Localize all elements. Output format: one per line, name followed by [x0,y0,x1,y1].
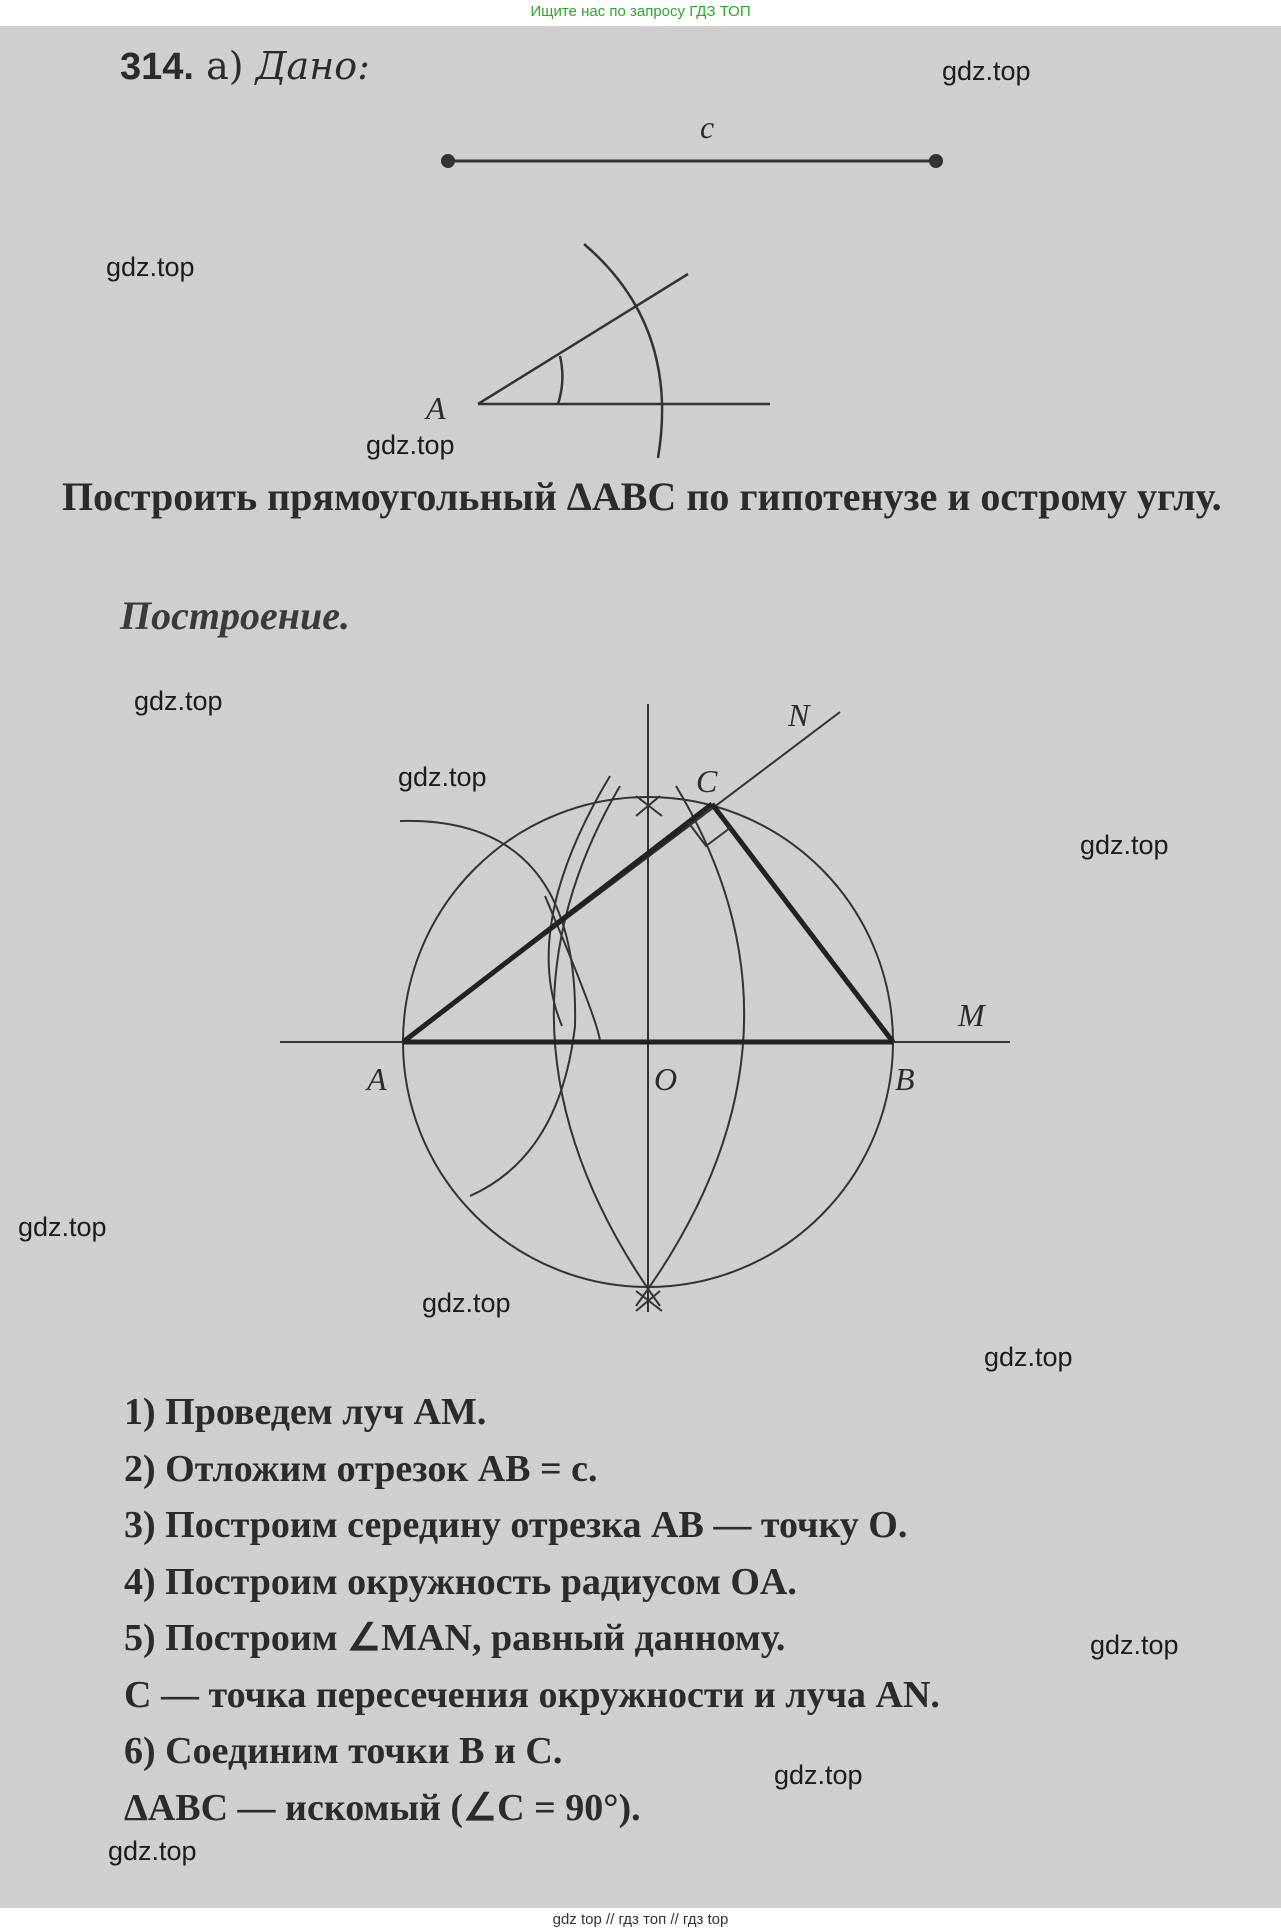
watermark: gdz.top [398,762,487,792]
watermark: gdz.top [774,1760,863,1790]
problem-part: а) [206,44,244,88]
watermark: gdz.top [134,686,223,716]
point-n-label: N [788,697,810,733]
point-c-label: C [696,763,718,799]
watermark: gdz.top [106,252,195,282]
point-a-label: A [367,1061,387,1097]
point-m-label: M [958,997,985,1033]
watermark: gdz.top [1080,830,1169,860]
task-text: Построить прямоугольный ΔABC по гипотенузе и острому углу. [62,474,1222,519]
watermark: gdz.top [942,56,1031,86]
watermark: gdz.top [366,430,455,460]
top-banner[interactable]: Ищите нас по запросу ГДЗ ТОП [530,3,751,20]
given-angle [478,244,770,458]
watermark: gdz.top [984,1342,1073,1372]
bottom-banner[interactable]: gdz top // гдз топ // гдз top [552,1911,729,1928]
angle-vertex-label: A [426,390,446,426]
step-line: 6) Соединим точки B и C. [124,1730,563,1772]
step-line: ΔABC — искомый (∠C = 90°). [124,1786,641,1829]
watermark: gdz.top [1090,1630,1179,1660]
construction-figure [280,704,1010,1312]
given-segment [441,109,943,168]
point-o-label: O [654,1061,678,1097]
given-label: Дано: [255,44,370,88]
step-line: 5) Построим ∠MAN, равный данному. [124,1617,786,1659]
construction-label: Построение. [120,593,350,638]
watermark: gdz.top [108,1836,197,1866]
step-line: 2) Отложим отрезок AB = c. [124,1447,598,1490]
step-line: 1) Проведем луч AM. [124,1391,487,1433]
problem-number: 314. [120,46,194,88]
step-line: C — точка пересечения окружности и луча AN. [124,1673,940,1716]
point-b-label: B [895,1061,915,1097]
textbook-page [0,26,1281,1908]
segment-label: c [700,109,715,145]
watermark: gdz.top [18,1212,107,1242]
watermark: gdz.top [422,1288,511,1318]
step-line: 4) Построим окружность радиусом OA. [124,1560,797,1603]
step-line: 3) Построим середину отрезка AB — точку O. [124,1504,908,1546]
